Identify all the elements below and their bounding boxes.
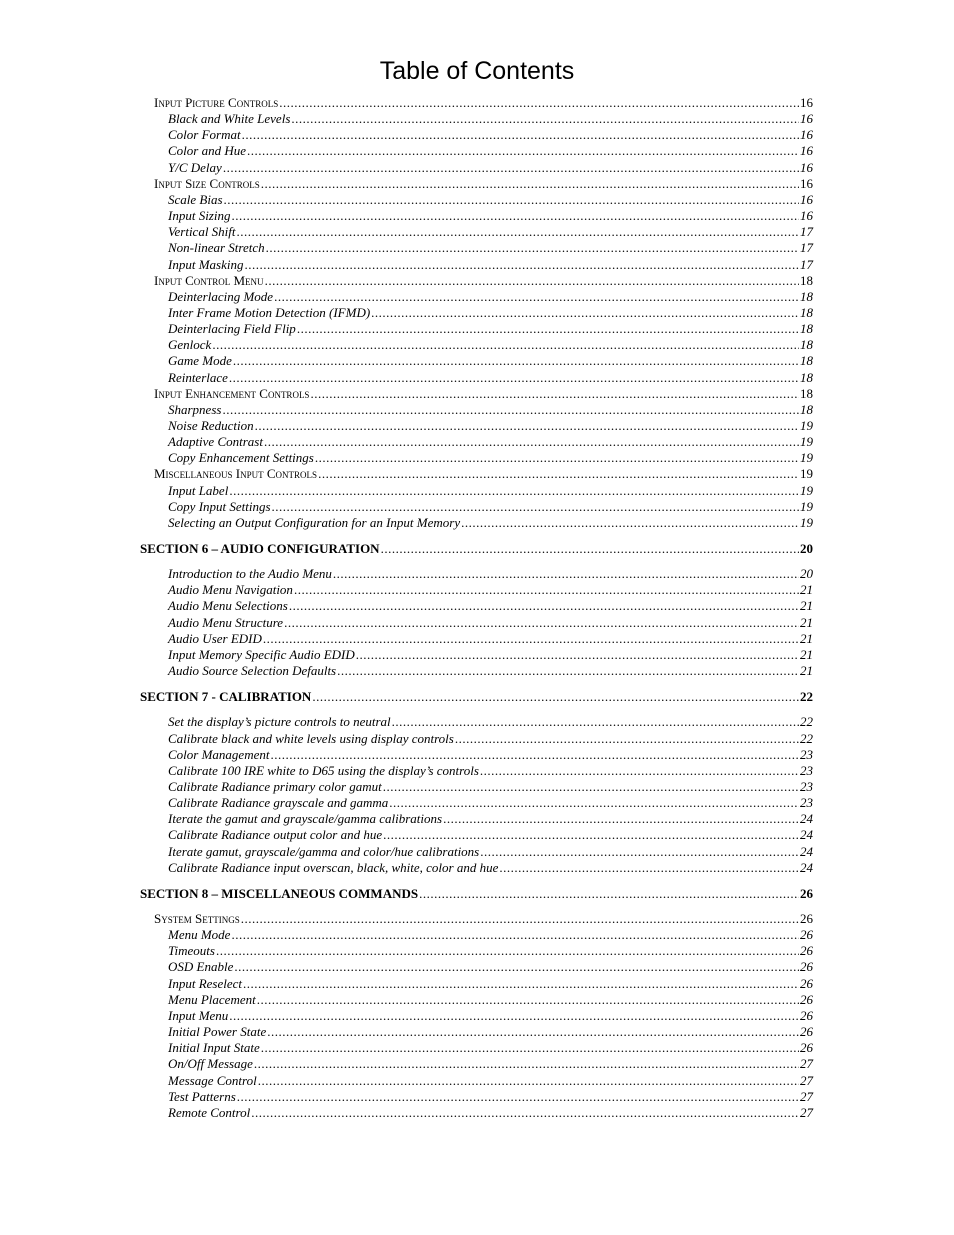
toc-page-number: 16: [800, 160, 813, 175]
toc-page-number: 21: [800, 615, 813, 630]
toc-leader-dots: [222, 402, 799, 418]
toc-entry-label: Input Control Menu: [154, 273, 264, 288]
toc-page-number: 26: [800, 1040, 813, 1055]
toc-entry[interactable]: [168, 127, 813, 143]
toc-leader-dots: [315, 450, 799, 466]
toc-entry[interactable]: [168, 450, 813, 466]
toc-leader-dots: [383, 779, 799, 795]
toc-entry-label: Input Label: [168, 483, 229, 498]
toc-entry-label: Audio Source Selection Defaults: [168, 663, 337, 678]
toc-page-number: 26: [800, 943, 813, 958]
toc-leader-dots: [455, 731, 799, 747]
toc-entry[interactable]: [168, 779, 813, 795]
toc-page-number: 18: [800, 321, 813, 336]
toc-leader-dots: [381, 541, 799, 557]
toc-entry[interactable]: [168, 337, 813, 353]
toc-entry[interactable]: [168, 402, 813, 418]
toc-page-number: 27: [800, 1056, 813, 1071]
toc-entry[interactable]: [168, 418, 813, 434]
toc-entry-label: Calibrate Radiance input overscan, black, white, color and hue: [168, 860, 499, 875]
toc-entry-label: Color Management: [168, 747, 270, 762]
toc-leader-dots: [333, 566, 799, 582]
toc-page-number: 16: [800, 95, 813, 110]
toc-leader-dots: [264, 434, 799, 450]
toc-entry-label: Copy Enhancement Settings: [168, 450, 314, 465]
toc-entry[interactable]: [168, 1089, 813, 1105]
toc-leader-dots: [274, 289, 799, 305]
toc-entry-label: Inter Frame Motion Detection (IFMD): [168, 305, 371, 320]
toc-entry[interactable]: [154, 273, 813, 289]
toc-page-number: 22: [800, 731, 813, 746]
toc-entry-label: Introduction to the Audio Menu: [168, 566, 332, 581]
toc-leader-dots: [244, 257, 799, 273]
toc-entry-label: Y/C Delay: [168, 160, 222, 175]
toc-page-number: 18: [800, 305, 813, 320]
toc-leader-dots: [237, 1089, 799, 1105]
toc-page-number: 21: [800, 663, 813, 678]
toc-leader-dots: [247, 143, 799, 159]
toc-entry-label: Reinterlace: [168, 370, 228, 385]
toc-entry[interactable]: [168, 515, 813, 531]
toc-leader-dots: [233, 353, 799, 369]
toc-entry-label: Selecting an Output Configuration for an Input Memory: [168, 515, 461, 530]
toc-leader-dots: [272, 499, 799, 515]
toc-entry-label: Calibrate Radiance primary color gamut: [168, 779, 382, 794]
toc-entry-label: Message Control: [168, 1073, 257, 1088]
toc-entry[interactable]: [168, 731, 813, 747]
toc-leader-dots: [212, 337, 799, 353]
toc-leader-dots: [461, 515, 799, 531]
toc-page-number: 21: [800, 647, 813, 662]
toc-entry[interactable]: [168, 208, 813, 224]
toc-entry-label: Game Mode: [168, 353, 232, 368]
toc-leader-dots: [480, 763, 799, 779]
toc-page-number: 24: [800, 844, 813, 859]
toc-leader-dots: [499, 860, 799, 876]
toc-page-number: 23: [800, 795, 813, 810]
toc-page-number: 17: [800, 240, 813, 255]
toc-entry[interactable]: [168, 1008, 813, 1024]
toc-leader-dots: [231, 208, 799, 224]
toc-entry[interactable]: [168, 1105, 813, 1121]
toc-entry-label: Menu Placement: [168, 992, 256, 1007]
toc-leader-dots: [371, 305, 799, 321]
toc-entry[interactable]: [168, 160, 813, 176]
toc-entry-label: Deinterlacing Mode: [168, 289, 274, 304]
toc-page-number: 19: [800, 466, 813, 481]
toc-page-number: 19: [800, 483, 813, 498]
toc-page-number: 18: [800, 370, 813, 385]
toc-leader-dots: [243, 976, 799, 992]
toc-leader-dots: [310, 386, 799, 402]
toc-entry-label: Calibrate Radiance output color and hue: [168, 827, 383, 842]
toc-entry-label: Initial Input State: [168, 1040, 260, 1055]
toc-entry-label: Input Size Controls: [154, 176, 260, 191]
toc-entry[interactable]: [168, 566, 813, 582]
toc-section-heading[interactable]: [140, 689, 813, 705]
toc-page-number: 23: [800, 763, 813, 778]
toc-leader-dots: [318, 466, 799, 482]
toc-entry[interactable]: [168, 321, 813, 337]
toc-entry-label: Timeouts: [168, 943, 215, 958]
toc-entry[interactable]: [168, 747, 813, 763]
toc-page-number: 26: [800, 886, 813, 901]
toc-leader-dots: [294, 582, 799, 598]
toc-page-number: 24: [800, 811, 813, 826]
toc-page-number: 16: [800, 176, 813, 191]
toc-entry-label: OSD Enable: [168, 959, 234, 974]
toc-leader-dots: [261, 1040, 799, 1056]
toc-entry-label: Set the display’s picture controls to neutral: [168, 714, 391, 729]
toc-page-number: 27: [800, 1089, 813, 1104]
toc-entry[interactable]: [168, 647, 813, 663]
toc-entry[interactable]: [168, 1040, 813, 1056]
toc-entry[interactable]: [168, 992, 813, 1008]
toc-page-number: 22: [800, 689, 813, 704]
toc-entry[interactable]: [168, 714, 813, 730]
toc-page-number: 24: [800, 827, 813, 842]
toc-entry-label: Audio Menu Navigation: [168, 582, 293, 597]
toc-entry-label: Black and White Levels: [168, 111, 291, 126]
toc-entry[interactable]: [168, 1024, 813, 1040]
toc-page-number: 17: [800, 257, 813, 272]
toc-page-number: 16: [800, 143, 813, 158]
toc-entry[interactable]: [168, 763, 813, 779]
toc-leader-dots: [284, 615, 799, 631]
toc-entry-label: Color Format: [168, 127, 241, 142]
toc-entry-label: Audio User EDID: [168, 631, 262, 646]
toc-leader-dots: [266, 240, 799, 256]
toc-entry[interactable]: [168, 663, 813, 679]
toc-entry-label: Input Picture Controls: [154, 95, 279, 110]
toc-entry-label: Genlock: [168, 337, 212, 352]
toc-page-number: 22: [800, 714, 813, 729]
toc-entry[interactable]: [154, 466, 813, 482]
toc-entry-label: Color and Hue: [168, 143, 246, 158]
toc-entry-label: Sharpness: [168, 402, 222, 417]
toc-page-number: 17: [800, 224, 813, 239]
toc-page-number: 26: [800, 1008, 813, 1023]
toc-leader-dots: [257, 992, 799, 1008]
toc-entry[interactable]: [168, 257, 813, 273]
toc-page-number: 19: [800, 450, 813, 465]
toc-entry[interactable]: [168, 927, 813, 943]
toc-page-number: 19: [800, 418, 813, 433]
toc-entry-label: Input Masking: [168, 257, 244, 272]
toc-entry[interactable]: [168, 795, 813, 811]
toc-entry[interactable]: [168, 811, 813, 827]
toc-entry-label: Copy Input Settings: [168, 499, 271, 514]
toc-entry-label: Audio Menu Structure: [168, 615, 284, 630]
toc-entry[interactable]: [168, 483, 813, 499]
toc-leader-dots: [229, 1008, 799, 1024]
toc-leader-dots: [234, 959, 799, 975]
page-title: Table of Contents: [379, 57, 575, 85]
toc-page-number: 19: [800, 499, 813, 514]
toc-entry-label: Scale Bias: [168, 192, 223, 207]
toc-page-number: 26: [800, 976, 813, 991]
toc-entry[interactable]: [168, 111, 813, 127]
toc-leader-dots: [224, 192, 799, 208]
toc-leader-dots: [297, 321, 799, 337]
toc-page-number: 23: [800, 747, 813, 762]
toc-entry[interactable]: [168, 976, 813, 992]
toc-entry[interactable]: [168, 305, 813, 321]
toc-leader-dots: [254, 1056, 799, 1072]
toc-leader-dots: [241, 911, 799, 927]
toc-entry[interactable]: [168, 1056, 813, 1072]
toc-entry[interactable]: [168, 598, 813, 614]
toc-entry[interactable]: [168, 615, 813, 631]
toc-entry-label: Calibrate 100 IRE white to D65 using the display’s controls: [168, 763, 479, 778]
toc-entry[interactable]: [168, 353, 813, 369]
toc-entry-label: Test Patterns: [168, 1089, 236, 1104]
toc-page-number: 18: [800, 337, 813, 352]
toc-leader-dots: [261, 176, 799, 192]
toc-leader-dots: [270, 747, 799, 763]
toc-entry-label: Menu Mode: [168, 927, 231, 942]
toc-entry[interactable]: [154, 176, 813, 192]
toc-leader-dots: [265, 273, 799, 289]
toc-entry[interactable]: [154, 95, 813, 111]
toc-page-number: 27: [800, 1073, 813, 1088]
toc-entry-label: Vertical Shift: [168, 224, 236, 239]
toc-leader-dots: [229, 370, 799, 386]
toc-entry[interactable]: [168, 289, 813, 305]
toc-page-number: 18: [800, 353, 813, 368]
toc-page-number: 20: [800, 541, 813, 556]
toc-entry[interactable]: [168, 499, 813, 515]
toc-entry-label: Input Memory Specific Audio EDID: [168, 647, 355, 662]
toc-leader-dots: [242, 127, 799, 143]
toc-entry-label: Iterate gamut, grayscale/gamma and color/hue calibrations: [168, 844, 480, 859]
toc-leader-dots: [291, 111, 799, 127]
toc-entry-label: On/Off Message: [168, 1056, 253, 1071]
toc-entry[interactable]: [168, 631, 813, 647]
toc-page-number: 26: [800, 959, 813, 974]
toc-leader-dots: [289, 598, 799, 614]
toc-leader-dots: [263, 631, 799, 647]
toc-leader-dots: [223, 160, 799, 176]
toc-entry[interactable]: [168, 143, 813, 159]
toc-entry-label: System Settings: [154, 911, 240, 926]
toc-page-number: 16: [800, 208, 813, 223]
toc-page-number: 18: [800, 386, 813, 401]
toc-page-number: 18: [800, 273, 813, 288]
toc-leader-dots: [480, 844, 799, 860]
toc-leader-dots: [356, 647, 799, 663]
toc-leader-dots: [337, 663, 799, 679]
toc-page-number: 19: [800, 434, 813, 449]
toc-entry-label: SECTION 8 – MISCELLANEOUS COMMANDS: [140, 886, 419, 901]
toc-entry-label: Calibrate Radiance grayscale and gamma: [168, 795, 389, 810]
toc-entry-label: Non-linear Stretch: [168, 240, 265, 255]
toc-entry[interactable]: [168, 827, 813, 843]
toc-entry-label: Input Reselect: [168, 976, 242, 991]
toc-entry-label: Input Menu: [168, 1008, 229, 1023]
toc-entry[interactable]: [168, 370, 813, 386]
toc-leader-dots: [237, 224, 799, 240]
toc-entry[interactable]: [168, 582, 813, 598]
toc-leader-dots: [312, 689, 799, 705]
toc-entry-label: Input Enhancement Controls: [154, 386, 310, 401]
toc-page-number: 26: [800, 927, 813, 942]
toc-entry-label: Miscellaneous Input Controls: [154, 466, 318, 481]
toc-page-number: 24: [800, 860, 813, 875]
toc-leader-dots: [279, 95, 799, 111]
toc-section-heading[interactable]: [140, 886, 813, 902]
toc-entry-label: Audio Menu Selections: [168, 598, 288, 613]
toc-entry[interactable]: [168, 192, 813, 208]
toc-leader-dots: [216, 943, 799, 959]
toc-page-number: 16: [800, 192, 813, 207]
toc-entry-label: SECTION 6 – AUDIO CONFIGURATION: [140, 541, 380, 556]
toc-page-number: 21: [800, 631, 813, 646]
toc-entry[interactable]: [154, 386, 813, 402]
toc-entry-label: Deinterlacing Field Flip: [168, 321, 296, 336]
toc-leader-dots: [251, 1105, 799, 1121]
toc-leader-dots: [419, 886, 799, 902]
toc-page-number: 16: [800, 127, 813, 142]
toc-page-number: 18: [800, 402, 813, 417]
toc-page-number: 20: [800, 566, 813, 581]
toc-entry[interactable]: [168, 844, 813, 860]
toc-entry[interactable]: [168, 959, 813, 975]
toc-entry[interactable]: [168, 943, 813, 959]
toc-page-number: 23: [800, 779, 813, 794]
toc-entry[interactable]: [168, 224, 813, 240]
toc-entry-label: Calibrate black and white levels using display controls: [168, 731, 454, 746]
toc-entry-label: Remote Control: [168, 1105, 251, 1120]
toc-leader-dots: [443, 811, 799, 827]
toc-leader-dots: [383, 827, 799, 843]
toc-entry[interactable]: [154, 911, 813, 927]
toc-leader-dots: [267, 1024, 799, 1040]
toc-entry-label: Initial Power State: [168, 1024, 267, 1039]
toc-entry[interactable]: [168, 434, 813, 450]
toc-page-number: 21: [800, 598, 813, 613]
toc-page-number: 26: [800, 911, 813, 926]
toc-entry[interactable]: [168, 1073, 813, 1089]
toc-leader-dots: [258, 1073, 799, 1089]
toc-entry-label: Iterate the gamut and grayscale/gamma calibrations: [168, 811, 443, 826]
toc-leader-dots: [389, 795, 799, 811]
toc-leader-dots: [392, 714, 799, 730]
toc-entry[interactable]: [168, 240, 813, 256]
toc-page-number: 26: [800, 1024, 813, 1039]
toc-page-number: 16: [800, 111, 813, 126]
toc-leader-dots: [229, 483, 799, 499]
toc-entry-label: Input Sizing: [168, 208, 231, 223]
toc-entry-label: SECTION 7 - CALIBRATION: [140, 689, 312, 704]
toc-entry-label: Noise Reduction: [168, 418, 254, 433]
toc-page-number: 19: [800, 515, 813, 530]
toc-page-number: 18: [800, 289, 813, 304]
toc-page-number: 21: [800, 582, 813, 597]
toc-page-number: 26: [800, 992, 813, 1007]
toc-entry-label: Adaptive Contrast: [168, 434, 263, 449]
toc-section-heading[interactable]: [140, 541, 813, 557]
toc-page-number: 27: [800, 1105, 813, 1120]
toc-leader-dots: [231, 927, 799, 943]
toc-entry[interactable]: [168, 860, 813, 876]
toc-leader-dots: [255, 418, 799, 434]
